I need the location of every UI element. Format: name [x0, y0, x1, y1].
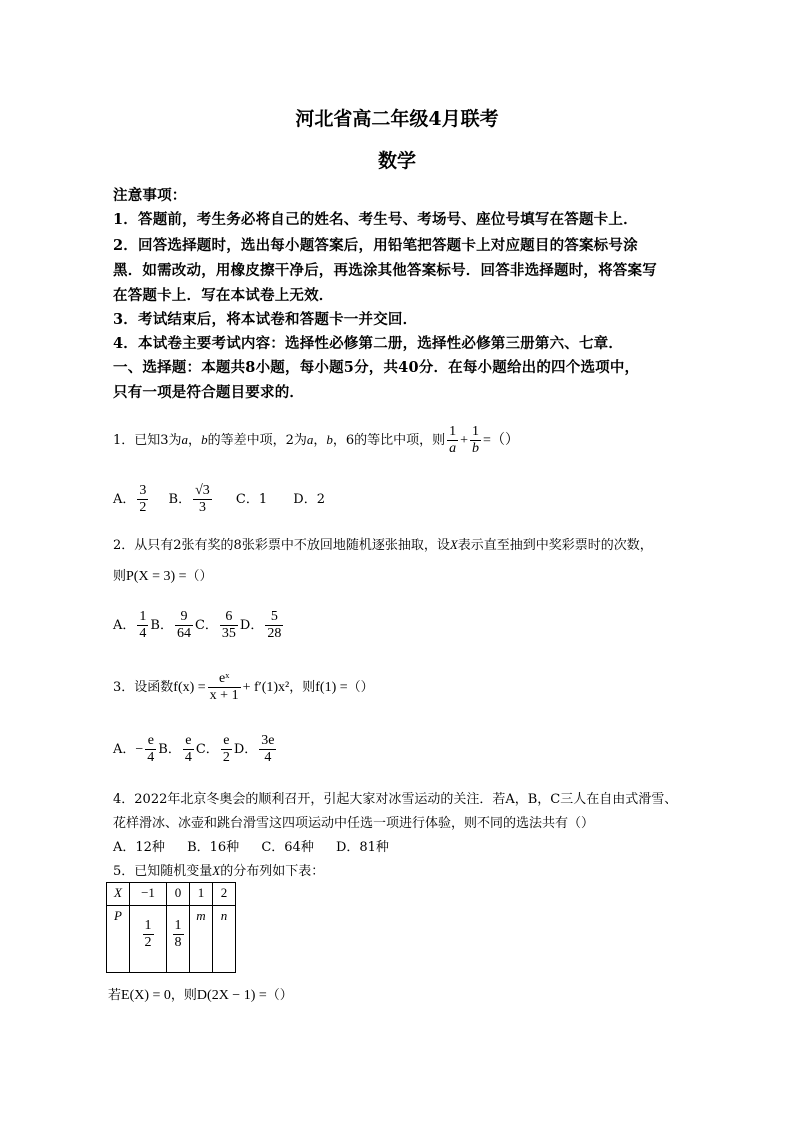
q4-option-d[interactable]: D．81种	[335, 840, 389, 855]
subject-title: 数学	[377, 150, 416, 172]
question-4-line-2: 花样滑冰、冰壶和跳台滑雪这四项运动中任选一项进行体验，则不同的选法共有（）	[113, 816, 595, 831]
notes-item-2-line-2: 黑．如需改动，用橡皮擦干净后，再选涂其他答案标号．回答非选择题时，将答案写	[113, 262, 657, 279]
section-heading-line-2: 只有一项是符合题目要求的．	[113, 384, 305, 401]
q1-option-d[interactable]: D．2	[293, 492, 325, 507]
q3-option-b[interactable]: B． $\frac{e}{4}$	[158, 733, 192, 765]
distribution-table	[106, 882, 236, 973]
q2-option-b[interactable]: B． $\frac{9}{64}$	[150, 609, 191, 641]
question-4-options	[113, 836, 389, 855]
exam-title: 河北省高二年级4月联考	[295, 108, 499, 130]
q3-option-c[interactable]: C． $\frac{e}{2}$	[195, 733, 230, 765]
question-5-stem: 5．已知随机变量X的分布列如下表：	[113, 863, 325, 879]
q4-option-a[interactable]: A．12种	[113, 840, 165, 855]
section-heading-line-1: 一、选择题：本题共8小题，每小题5分，共40分．在每小题给出的四个选项中，	[113, 359, 640, 376]
fraction-exp-over-x-plus-1: $\frac{\text{eˣ}}{x + 1}$	[209, 671, 239, 703]
question-1-stem: 1．已知3为a，b的等差中项，2为a，b，6的等比中项，则 $\frac{1}{a}$ + $\frac{1}{b}$ =（）	[113, 424, 519, 456]
notes-item-2-line-3: 在答题卡上．写在本试卷上无效．	[113, 287, 334, 304]
question-1-options	[113, 480, 325, 521]
q1-option-b[interactable]: B． $\frac{√3}{3}$	[168, 483, 210, 515]
question-2-line-1: 2．从只有2张有奖的8张彩票中不放回地随机逐张抽取，设X表示直至抽到中奖彩票时的次数，	[113, 537, 653, 553]
notes-heading: 注意事项：	[113, 187, 187, 204]
question-5-condition: 若E(X) = 0，则D(2X − 1) =（）	[108, 988, 293, 1003]
fraction-one-over-b: $\frac{1}{b}$	[472, 424, 480, 456]
q3-option-d[interactable]: D． $\frac{3e}{4}$	[233, 733, 275, 765]
q1-option-a[interactable]: A． $\frac{3}{2}$	[113, 483, 147, 515]
question-2-options	[113, 606, 285, 647]
notes-item-2-line-1: 2．回答选择题时，选出每小题答案后，用铅笔把答题卡上对应题目的答案标号涂	[113, 237, 638, 254]
question-3-options	[113, 730, 278, 771]
q2-option-c[interactable]: C． $\frac{6}{35}$	[194, 609, 236, 641]
notes-item-1: 1．答题前，考生务必将自己的姓名、考生号、考场号、座位号填写在答题卡上．	[113, 211, 638, 228]
notes-item-3: 3．考试结束后，将本试卷和答题卡一并交回．	[113, 311, 418, 328]
table-row: P $\frac{1}{2}$ $\frac{1}{8}$ m n	[107, 906, 236, 973]
q3-option-a[interactable]: A．− $\frac{e}{4}$	[113, 733, 155, 765]
q4-option-b[interactable]: B．16种	[187, 840, 240, 855]
notes-item-4: 4．本试卷主要考试内容：选择性必修第二册，选择性必修第三册第六、七章．	[113, 335, 624, 352]
q4-option-c[interactable]: C．64种	[261, 840, 314, 855]
fraction-one-over-a: $\frac{1}{a}$	[449, 424, 457, 456]
table-row: X −1 0 1 2	[107, 883, 236, 906]
question-2-line-2: 则P(X = 3) =（）	[113, 569, 213, 584]
q1-option-c[interactable]: C．1	[235, 492, 268, 507]
question-3-stem: 3．设函数f(x) = $\frac{\text{eˣ}}{x + 1}$ + f′(1)x²，则f(1) =（）	[113, 671, 374, 703]
question-4-line-1: 4．2022年北京冬奥会的顺利召开，引起大家对冰雪运动的关注．若A，B，C三人在自由式滑雪、	[113, 792, 678, 807]
q2-option-d[interactable]: D． $\frac{5}{28}$	[239, 609, 282, 641]
q2-option-a[interactable]: A． $\frac{1}{4}$	[113, 609, 147, 641]
